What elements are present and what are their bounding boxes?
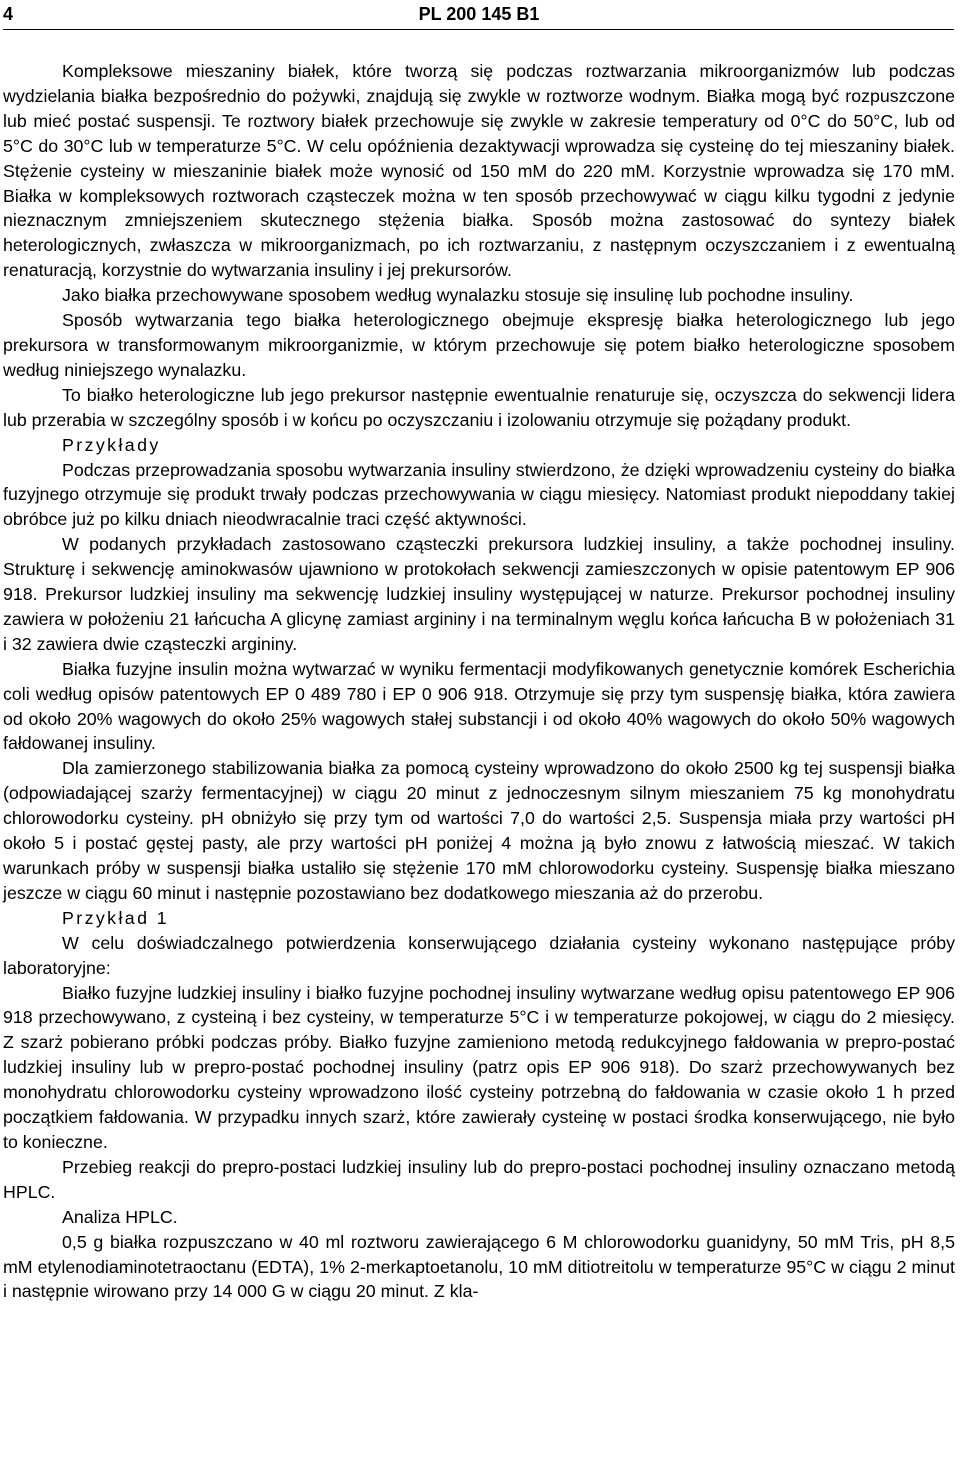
page-header [3,2,955,26]
paragraph: Przebieg reakcji do prepro-postaci ludzkiej insuliny lub do prepro-postaci pochodnej insuliny oznaczano metodą HPLC. [3,1156,955,1202]
paragraph: Białko fuzyjne ludzkiej insuliny i białko fuzyjne pochodnej insuliny wytwarzane według opisu patentowego EP 906 918 przechowywano, z cysteiną i bez cysteiny, w temperaturze 5°C i w temperaturze pokojowej, w ciągu do 2 miesięcy. Z szarż pobierano próbki podczas próby. Białko fuzyjne zamieniono metodą redukcyjnego fałdowania w prepro-postać ludzkiej insuliny lub w prepro-postać pochodnej insuliny (patrz opis EP 906 918). Do szarż przechowywanych bez monohydratu chlorowodorku cysteiny wprowadzono ilość cysteiny potrzebną do fałdowania w czasie około 1 h przed początkiem fałdowania. W przypadku innych szarż, które zawierały cysteinę w postaci środka konserwującego, nie było to konieczne. [3,982,955,1152]
header-rule [3,29,954,30]
section-heading: Przykłady [62,434,161,455]
paragraph: W celu doświadczalnego potwierdzenia konserwującego działania cysteiny wykonano następujące próby laboratoryjne: [3,932,955,978]
paragraph: To białko heterologiczne lub jego prekursor następnie ewentualnie renaturuje się, oczyszcza do sekwencji lidera lub przerabia w szczególny sposób i w końcu po oczyszczaniu i izolowaniu otrzymuje się pożądany produkt. [3,384,955,430]
paragraph: Podczas przeprowadzania sposobu wytwarzania insuliny stwierdzono, że dzięki wprowadzeniu cysteiny do białka fuzyjnego otrzymuje się produkt trwały podczas przechowywania w ciągu miesięcy. Natomiast produkt niepoddany takiej obróbce już po kilku dniach nieodwracalnie traci część aktywności. [3,459,955,530]
paragraph: 0,5 g białka rozpuszczano w 40 ml roztworu zawierającego 6 M chlorowodorku guanidyny, 50 mM Tris, pH 8,5 mM etylenodiaminotetraoctanu (EDTA), 1% 2-merkaptoetanolu, 10 mM ditiotreitolu w temperaturze 95°C w ciągu 2 minut i następnie wirowano przy 14 000 G w ciągu 20 minut. Z kla- [3,1231,955,1302]
paragraph: Białka fuzyjne insulin można wytwarzać w wyniku fermentacji modyfikowanych genetycznie komórek Escherichia coli według opisów patentowych EP 0 489 780 i EP 0 906 918. Otrzymuje się przy tym suspensję białka, która zawiera od około 20% wagowych do około 25% wagowych stałej substancji i od około 40% wagowych do około 50% wagowych fałdowanej insuliny. [3,658,955,754]
paragraph: Kompleksowe mieszaniny białek, które tworzą się podczas roztwarzania mikroorganizmów lub podczas wydzielania białka bezpośrednio do pożywki, znajdują się zwykle w roztworze wodnym. Białka mogą być rozpuszczone lub mieć postać suspensji. Te roztwory białek przechowuje się zwykle w zakresie temperatury od 0°C do 50°C, lub od 5°C do 30°C lub w temperaturze 5°C. W celu opóźnienia dezaktywacji wprowadza się cysteinę do tej mieszaniny białek. Stężenie cysteiny w mieszaninie białek może wynosić od 150 mM do 220 mM. Korzystnie wprowadza się 170 mM. Białka w kompleksowych roztworach cząsteczek można w ten sposób przechowywać w ciągu kilku tygodni z jedynie nieznacznym zmniejszeniem skutecznego stężenia białka. Sposób można zastosować do syntezy białek heterologicznych, zwłaszcza w mikroorganizmach, po ich roztwarzaniu, z następnym oczyszczaniem i z ewentualną renaturacją, korzystnie do wytwarzania insuliny i jej prekursorów. [3,61,955,281]
paragraph: Jako białka przechowywane sposobem według wynalazku stosuje się insulinę lub pochodne insuliny. [62,285,854,306]
page-number: 4 [3,4,14,24]
paragraph: Dla zamierzonego stabilizowania białka za pomocą cysteiny wprowadzono do około 2500 kg tej suspensji białka (odpowiadającej szarży fermentacyjnej) w ciągu 20 minut z jednoczesnym silnym mieszaniem 75 kg monohydratu chlorowodorku cysteiny. pH obniżyło się przy tym od wartości 7,0 do wartości 2,5. Suspensja miała przy wartości pH około 5 i postać gęstej pasty, ale przy wartości pH poniżej 4 można ją było znowu z łatwością mieszać. W takich warunkach próby w suspensji białka ustaliło się stężenie 170 mM chlorowodorku cysteiny. Suspensję białka mieszano jeszcze w ciągu 60 minut i następnie pozostawiano bez dodatkowego mieszania aż do przerobu. [3,758,955,903]
patent-number: PL 200 145 B1 [418,4,540,24]
paragraph: W podanych przykładach zastosowano cząsteczki prekursora ludzkiej insuliny, a także pochodnej insuliny. Strukturę i sekwencję aminokwasów ujawniono w protokołach sekwencji zamieszczonych w opisie patentowym EP 906 918. Prekursor ludzkiej insuliny ma sekwencję ludzkiej insuliny występującej w naturze. Prekursor pochodnej insuliny zawiera w położeniu 21 łańcucha A glicynę zamiast argininy i na terminalnym węglu końca łańcucha B w położeniach 31 i 32 zawiera dwie cząsteczki argininy. [3,534,955,654]
paragraph: Analiza HPLC. [62,1206,178,1227]
paragraph: Sposób wytwarzania tego białka heterologicznego obejmuje ekspresję białka heterologicznego lub jego prekursora w transformowanym mikroorganizmie, w którym przechowuje się potem białko heterologiczne sposobem według niniejszego wynalazku. [3,310,955,380]
body-text [3,59,955,1304]
section-heading: Przykład 1 [62,907,170,928]
